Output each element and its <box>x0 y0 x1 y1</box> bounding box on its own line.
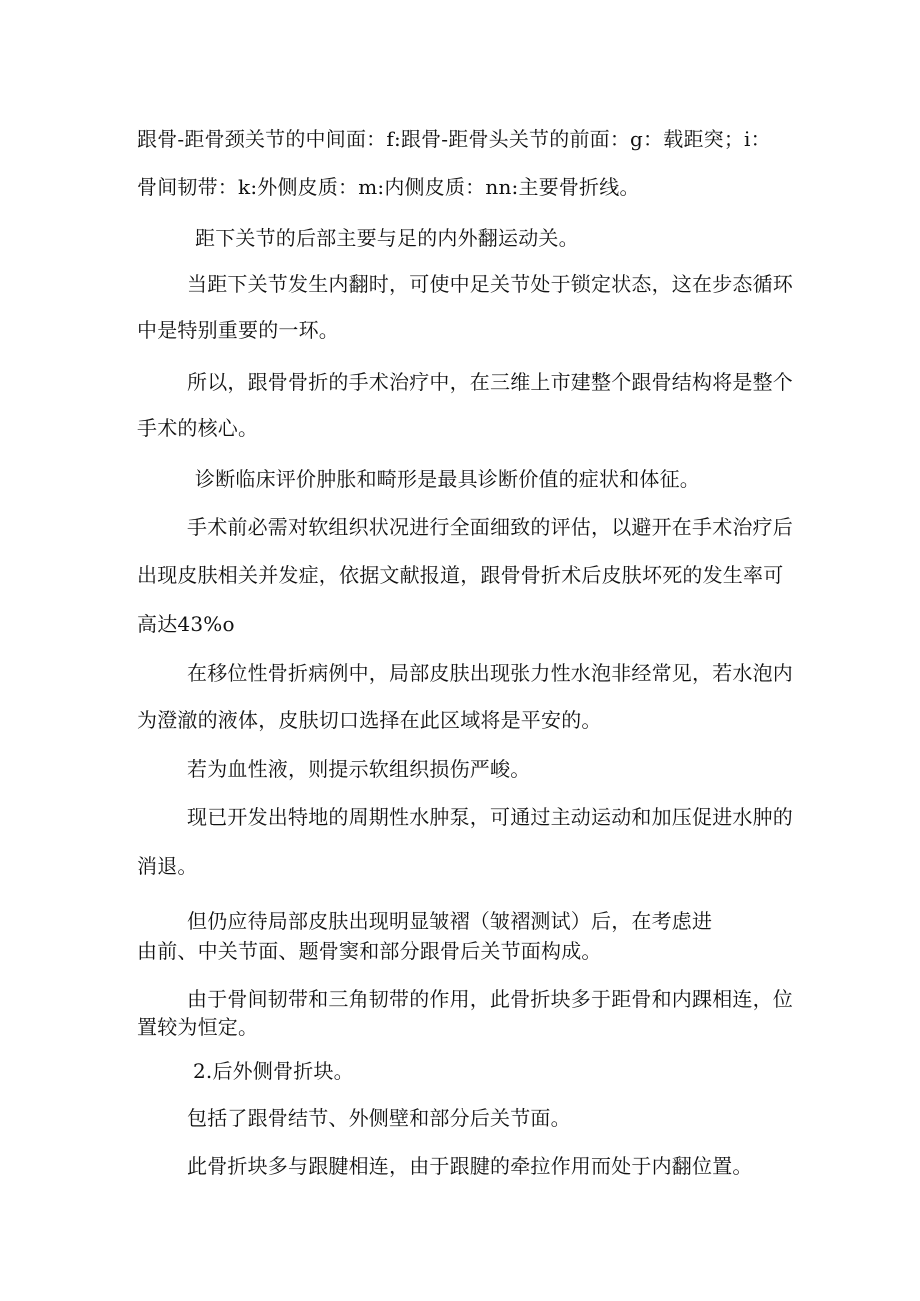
text-line: 跟骨-距骨颈关节的中间面：f:跟骨-距骨头关节的前面：g：载距突；i： <box>137 127 771 151</box>
text-line: 高达43%o <box>137 612 235 636</box>
text-line: 置较为恒定。 <box>137 1015 259 1039</box>
text-line: 诊断临床评价肿胀和畸形是最具诊断价值的症状和体征。 <box>195 467 700 491</box>
text-line: 当距下关节发生内翻时，可使中足关节处于锁定状态，这在步态循环 <box>187 272 793 296</box>
text-line: 手术的核心。 <box>137 416 259 440</box>
text-line: 距下关节的后部主要与足的内外翻运动关。 <box>195 226 579 250</box>
text-line: 现已开发出特地的周期性水肿泵，可通过主动运动和加压促进水肿的 <box>187 805 793 829</box>
text-line: 出现皮肤相关并发症，依据文献报道，跟骨骨折术后皮肤坏死的发生率可 <box>137 563 784 587</box>
text-line: 手术前必需对软组织状况进行全面细致的评估，以避开在手术治疗后 <box>187 515 793 539</box>
text-line: 但仍应待局部皮肤出现明显皱褶（皱褶测试）后，在考虑进 <box>187 909 713 933</box>
text-line: 由前、中关节面、题骨窦和部分跟骨后关节面构成。 <box>137 939 602 963</box>
text-line: 为澄澈的液体，皮肤切口选择在此区域将是平安的。 <box>137 708 602 732</box>
text-line: 此骨折块多与跟腱相连，由于跟腱的牵拉作用而处于内翻位置。 <box>187 1154 753 1178</box>
text-line: 由于骨间韧带和三角韧带的作用，此骨折块多于距骨和内踝相连，位 <box>187 987 793 1011</box>
text-line: 包括了跟骨结节、外侧壁和部分后关节面。 <box>187 1106 571 1130</box>
text-line: 在移位性骨折病例中，局部皮肤出现张力性水泡非经常见，若水泡内 <box>187 661 793 685</box>
text-line: 骨间韧带：k:外侧皮质：m:内侧皮质：nn:主要骨折线。 <box>137 175 640 199</box>
text-line: 若为血性液，则提示软组织损伤严峻。 <box>187 757 531 781</box>
text-line: 中是特别重要的一环。 <box>137 318 339 342</box>
text-line: 所以，跟骨骨折的手术治疗中，在三维上市建整个跟骨结构将是整个 <box>187 370 793 394</box>
text-line: 2.后外侧骨折块。 <box>193 1059 354 1083</box>
text-line: 消退。 <box>137 854 198 878</box>
